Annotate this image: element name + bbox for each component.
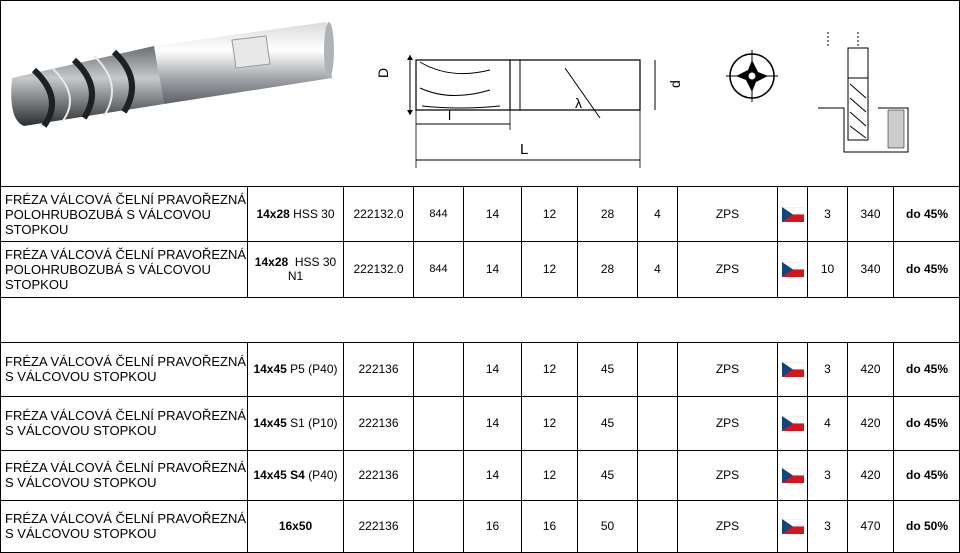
label-l: l (448, 107, 452, 123)
czech-flag-icon (778, 396, 808, 450)
value-e (638, 500, 678, 552)
discount: do 45% (905, 207, 948, 221)
zps: ZPS (678, 187, 778, 241)
value-d: 50 (578, 500, 638, 552)
value-b: 16 (464, 500, 522, 552)
product-code: 222132.0 (344, 241, 414, 297)
dimension (248, 241, 344, 297)
discount: do 45% (905, 362, 948, 376)
zps: ZPS (678, 342, 778, 396)
value-b: 14 (464, 241, 522, 297)
quantity: 3 (808, 187, 848, 241)
value-e: 4 (638, 187, 678, 241)
value-e (638, 450, 678, 500)
product-name: FRÉZA VÁLCOVÁ ČELNÍ PRAVOŘEZNÁ POLOHRUBOZUBÁ S VÁLCOVOU STOPKOU (0, 241, 248, 297)
value-d: 28 (578, 241, 638, 297)
technical-drawing (370, 40, 700, 170)
value-a (414, 500, 464, 552)
product-name: FRÉZA VÁLCOVÁ ČELNÍ PRAVOŘEZNÁ S VÁLCOVOU STOPKOU (0, 396, 248, 450)
value-b: 14 (464, 450, 522, 500)
discount: do 50% (905, 519, 948, 533)
quantity: 3 (808, 342, 848, 396)
illustration-area (0, 0, 960, 187)
zps: ZPS (678, 450, 778, 500)
dimension-size: 14x45 (253, 416, 287, 430)
price: 420 (848, 396, 894, 450)
label-L: L (520, 141, 529, 158)
value-d: 45 (578, 450, 638, 500)
dimension (248, 396, 344, 450)
czech-flag-icon (778, 187, 808, 241)
label-lambda: λ (575, 95, 582, 111)
zps: ZPS (678, 241, 778, 297)
dimension-size: 14x45 S4 (253, 468, 305, 482)
table-row[interactable] (0, 342, 960, 397)
product-name: FRÉZA VÁLCOVÁ ČELNÍ PRAVOŘEZNÁ S VÁLCOVOU STOPKOU (0, 342, 248, 396)
czech-flag-icon (778, 450, 808, 500)
product-name: FRÉZA VÁLCOVÁ ČELNÍ PRAVOŘEZNÁ POLOHRUBOZUBÁ S VÁLCOVOU STOPKOU (0, 187, 248, 241)
discount: do 45% (905, 468, 948, 482)
value-c: 16 (522, 500, 578, 552)
price: 470 (848, 500, 894, 552)
dimension-size: 14x45 (253, 362, 287, 376)
product-code: 222132.0 (344, 187, 414, 241)
dimension-size: 16x50 (278, 519, 313, 533)
value-d: 45 (578, 396, 638, 450)
dimension-size: 14x28 (256, 207, 290, 221)
quantity: 10 (808, 241, 848, 297)
value-a (414, 450, 464, 500)
value-a: 844 (414, 187, 464, 241)
value-c: 12 (522, 396, 578, 450)
table-row[interactable] (0, 187, 960, 242)
czech-flag-icon (778, 342, 808, 396)
dimension-material: S1 (P10) (290, 416, 338, 430)
table-row[interactable] (0, 450, 960, 501)
price: 420 (848, 450, 894, 500)
usage-illustration (818, 32, 918, 182)
dimension (248, 187, 344, 241)
table-row[interactable] (0, 500, 960, 552)
czech-flag-icon (778, 500, 808, 552)
value-e (638, 342, 678, 396)
value-d: 45 (578, 342, 638, 396)
discount: do 45% (905, 416, 948, 430)
zps: ZPS (678, 500, 778, 552)
product-code: 222136 (344, 450, 414, 500)
product-name: FRÉZA VÁLCOVÁ ČELNÍ PRAVOŘEZNÁ S VÁLCOVOU STOPKOU (0, 450, 248, 500)
price: 420 (848, 342, 894, 396)
dimension-size: 14x28 (254, 255, 289, 269)
value-a (414, 342, 464, 396)
dimension-material: (P40) (308, 468, 338, 482)
end-mill-photo (4, 8, 344, 133)
value-c: 12 (522, 187, 578, 241)
value-b: 14 (464, 396, 522, 450)
cross-section-icon (722, 46, 782, 106)
dimension (248, 500, 344, 552)
value-e: 4 (638, 241, 678, 297)
value-a (414, 396, 464, 450)
dimension (248, 342, 344, 396)
value-d: 28 (578, 187, 638, 241)
product-code: 222136 (344, 396, 414, 450)
discount: do 45% (905, 262, 948, 276)
table-row[interactable] (0, 396, 960, 451)
dimension-material: HSS 30 N1 (287, 255, 337, 283)
value-e (638, 396, 678, 450)
value-c: 12 (522, 450, 578, 500)
value-c: 12 (522, 342, 578, 396)
product-code: 222136 (344, 500, 414, 552)
label-D: D (375, 67, 391, 78)
label-d: d (667, 80, 683, 88)
product-name: FRÉZA VÁLCOVÁ ČELNÍ PRAVOŘEZNÁ S VÁLCOVOU STOPKOU (0, 500, 248, 552)
quantity: 4 (808, 396, 848, 450)
dimension-material: HSS 30 (293, 207, 335, 221)
section-separator (0, 297, 960, 343)
zps: ZPS (678, 396, 778, 450)
product-code: 222136 (344, 342, 414, 396)
dimension-material: P5 (P40) (290, 362, 338, 376)
table-row[interactable] (0, 241, 960, 297)
price: 340 (848, 187, 894, 241)
value-b: 14 (464, 342, 522, 396)
value-c: 12 (522, 241, 578, 297)
czech-flag-icon (778, 241, 808, 297)
value-b: 14 (464, 187, 522, 241)
quantity: 3 (808, 450, 848, 500)
quantity: 3 (808, 500, 848, 552)
price: 340 (848, 241, 894, 297)
dimension (248, 450, 344, 500)
value-a: 844 (414, 241, 464, 297)
